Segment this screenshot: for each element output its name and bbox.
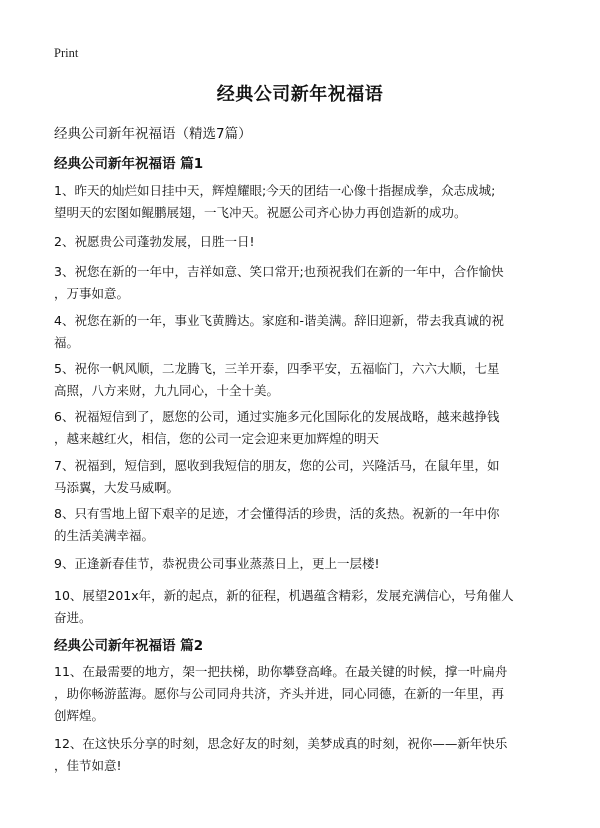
document-subtitle: 经典公司新年祝福语（精选7篇）: [54, 126, 252, 142]
list-item: 10、展望201x年，新的起点，新的征程，机遇蕴含精彩，发展充满信心，号角催人 奋进。: [54, 588, 514, 625]
list-item: 11、在最需要的地方，架一把扶梯，助你攀登高峰。在最关键的时候，撑一叶扁舟 ，助你畅游蓝海。愿你与公司同舟共济，齐头并进，同心同德，在新的一年里，再 创辉煌。: [54, 664, 508, 723]
list-item: 9、正逢新春佳节，恭祝贵公司事业蒸蒸日上，更上一层楼!: [54, 556, 380, 571]
list-item: 4、祝您在新的一年，事业飞黄腾达。家庭和-谐美满。辞旧迎新，带去我真诚的祝 福。: [54, 313, 504, 350]
list-item: 1、昨天的灿烂如日挂中天，辉煌耀眼;今天的团结一心像十指握成拳，众志成城; 望明天的宏图如鲲鹏展翅，一飞冲天。祝愿公司齐心协力再创造新的成功。: [54, 183, 496, 220]
list-item: 6、祝福短信到了，愿您的公司，通过实施多元化国际化的发展战略，越来越挣钱 ，越来越红火，相信，您的公司一定会迎来更加辉煌的明天: [54, 409, 500, 446]
section-heading-1: 经典公司新年祝福语 篇1: [54, 156, 204, 172]
list-item: 7、祝福到，短信到，愿收到我短信的朋友，您的公司，兴隆活马，在鼠年里，如 马添翼，大发马威啊。: [54, 458, 500, 495]
print-link[interactable]: Print: [54, 46, 79, 60]
list-item: 8、只有雪地上留下艰辛的足迹，才会懂得活的珍贵，活的炙热。祝新的一年中你 的生活美满幸福。: [54, 506, 500, 543]
list-item: 3、祝您在新的一年中，吉祥如意、笑口常开;也预祝我们在新的一年中，合作愉快 ，万事如意。: [54, 264, 504, 301]
document-title: 经典公司新年祝福语: [216, 84, 384, 105]
list-item: 5、祝你一帆风顺，二龙腾飞，三羊开泰，四季平安，五福临门，六六大顺，七星 高照，八方来财，九九同心，十全十美。: [54, 361, 500, 398]
list-item: 2、祝愿贵公司蓬勃发展，日胜一日!: [54, 234, 255, 249]
list-item: 12、在这快乐分享的时刻，思念好友的时刻，美梦成真的时刻，祝你——新年快乐 ，佳节如意!: [54, 736, 508, 773]
section-heading-2: 经典公司新年祝福语 篇2: [54, 638, 204, 654]
